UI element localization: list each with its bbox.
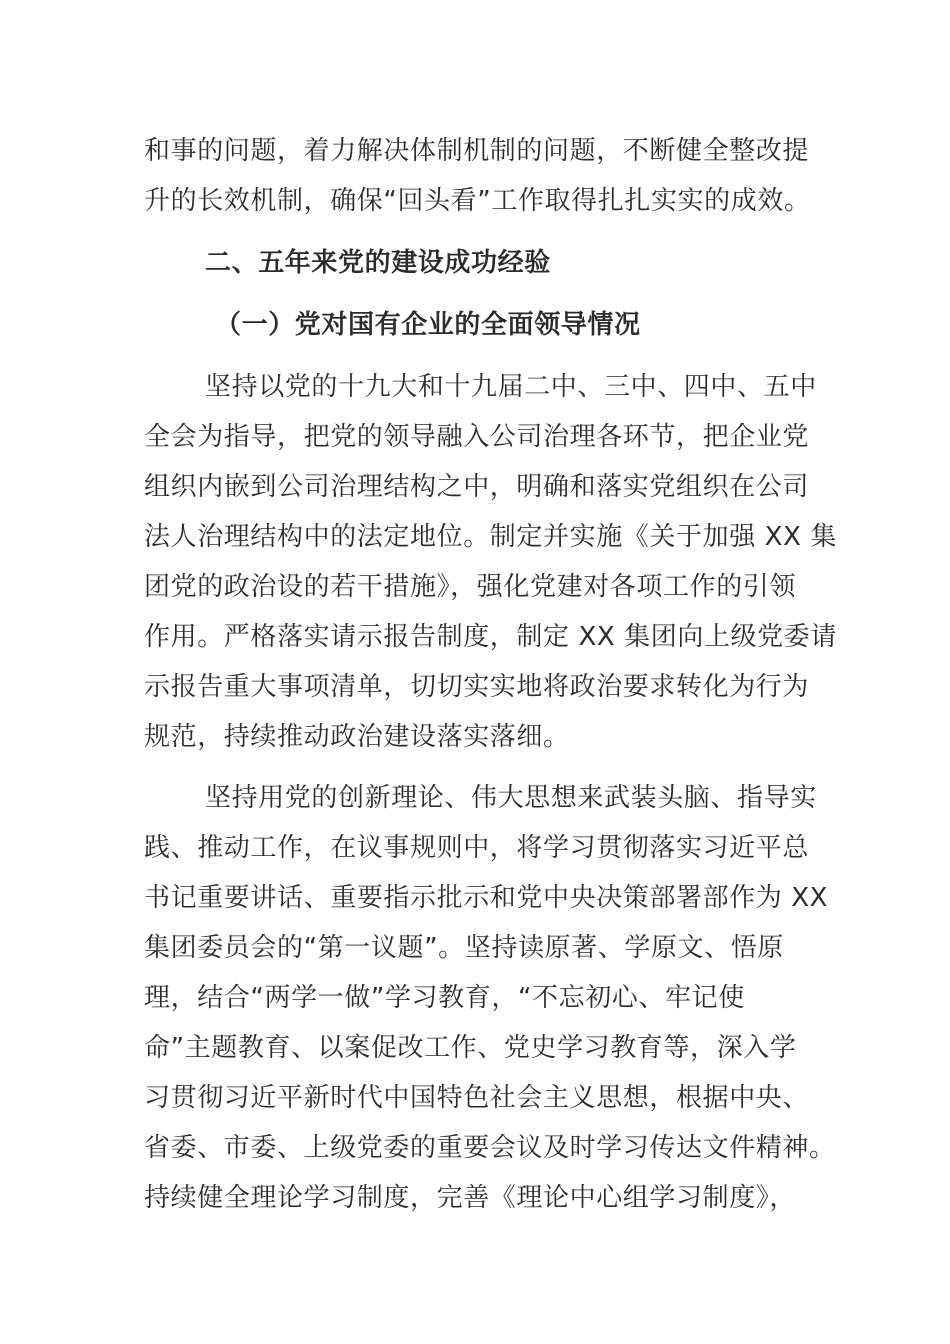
subsection-heading: （一）党对国有企业的全面领导情况 [215,310,641,340]
text-line: 升的长效机制，确保“回头看”工作取得扎扎实实的成效。 [144,186,811,216]
paragraph-line: 持续健全理论学习制度，完善《理论中心组学习制度》， [144,1183,797,1213]
paragraph-line: 习贯彻习近平新时代中国特色社会主义思想，根据中央、 [144,1083,810,1113]
paragraph-line: 集团委员会的“第一议题”。坚持读原著、学原文、悟原 [144,933,784,963]
paragraph-line: 省委、市委、上级党委的重要会议及时学习传达文件精神。 [144,1133,836,1163]
paragraph-line: 示报告重大事项清单，切切实实地将政治要求转化为行为 [144,672,810,702]
paragraph-line: 命”主题教育、以案促改工作、党史学习教育等，深入学 [144,1033,797,1063]
paragraph-line: 法人治理结构中的法定地位。制定并实施《关于加强 XX 集 [144,522,837,552]
paragraph-line: 践、推动工作，在议事规则中，将学习贯彻落实习近平总 [144,833,810,863]
text-line: 和事的问题，着力解决体制机制的问题，不断健全整改提 [144,136,810,166]
paragraph-line: 坚持以党的十九大和十九届二中、三中、四中、五中 [205,372,817,402]
paragraph-line: 作用。严格落实请示报告制度，制定 XX 集团向上级党委请 [144,622,837,652]
paragraph-line: 书记重要讲话、重要指示批示和党中央决策部署部作为 XX [144,883,829,913]
paragraph-line: 组织内嵌到公司治理结构之中，明确和落实党组织在公司 [144,472,810,502]
paragraph-line: 全会为指导，把党的领导融入公司治理各环节，把企业党 [144,422,810,452]
paragraph-line: 规范，持续推动政治建设落实落细。 [144,722,570,752]
section-heading: 二、五年来党的建设成功经验 [205,248,551,278]
paragraph-line: 团党的政治设的若干措施》，强化党建对各项工作的引领 [144,572,797,602]
paragraph-line: 理，结合“两学一做”学习教育，“不忘初心、牢记使 [144,983,745,1013]
paragraph-line: 坚持用党的创新理论、伟大思想来武装头脑、指导实 [205,783,817,813]
